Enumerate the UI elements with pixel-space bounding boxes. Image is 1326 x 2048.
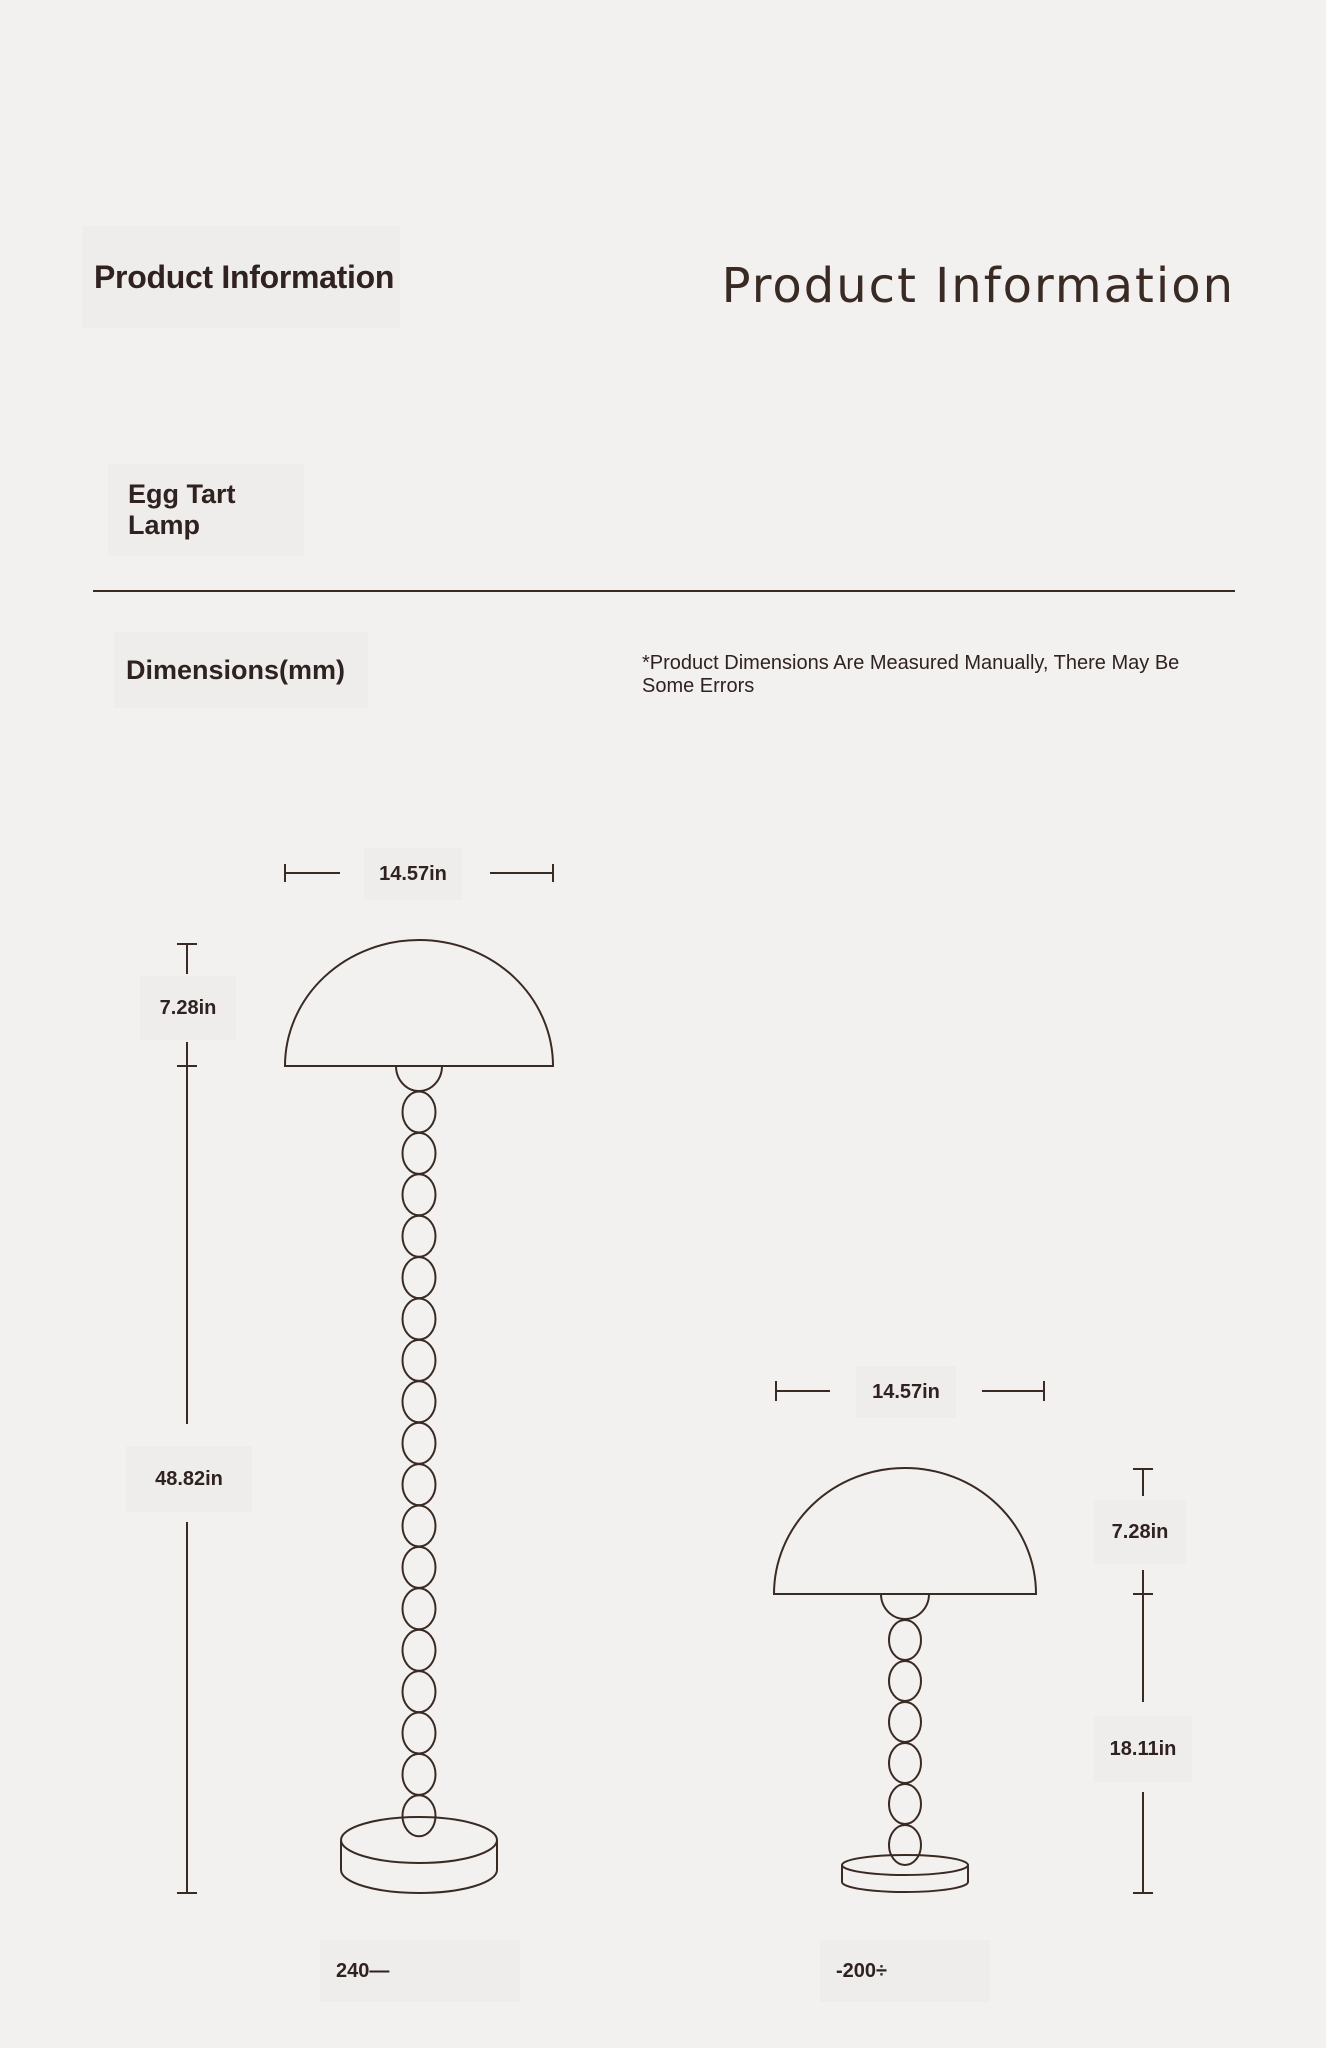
stem-bead (403, 1423, 436, 1464)
stem-bead (403, 1174, 436, 1215)
table-lamp-base-label: -200÷ (820, 1940, 990, 2002)
floor-lamp-total-height-label: 48.82in (126, 1446, 252, 1512)
stem-bead (403, 1547, 436, 1588)
stem-bead (403, 1630, 436, 1671)
table-lamp-stem-height-label: 18.11in (1094, 1716, 1192, 1782)
stem-bead (889, 1620, 921, 1660)
stem-bead (403, 1506, 436, 1547)
floor-lamp-width-label: 14.57in (364, 848, 462, 900)
stem-bead (403, 1671, 436, 1712)
table-lamp-width-label: 14.57in (856, 1366, 956, 1418)
stem-bead (889, 1743, 921, 1783)
stem-bead (403, 1713, 436, 1754)
stem-bead (889, 1702, 921, 1742)
dimensions-title: Dimensions(mm) (114, 632, 368, 708)
floor-lamp-shade-height-label: 7.28in (140, 976, 236, 1040)
stem-bead (403, 1795, 436, 1836)
product-name: Egg Tart Lamp (108, 464, 304, 556)
stem-bead (403, 1216, 436, 1257)
stem-bead (403, 1754, 436, 1795)
stem-bead (889, 1825, 921, 1865)
stem-bead (403, 1299, 436, 1340)
left-page-title: Product Information (82, 226, 400, 328)
floor-lamp-base-label: 240— (320, 1940, 520, 2002)
table-lamp-shade-height-label: 7.28in (1094, 1500, 1186, 1564)
stem-bead (403, 1257, 436, 1298)
stem-bead (403, 1588, 436, 1629)
stem-bead (403, 1381, 436, 1422)
stem-bead (889, 1784, 921, 1824)
stem-bead (403, 1340, 436, 1381)
table-lamp-drawing (774, 1381, 1153, 1893)
stem-bead (403, 1133, 436, 1174)
stem-bead (889, 1661, 921, 1701)
measurement-note: *Product Dimensions Are Measured Manually, There May Be Some Errors (642, 652, 1180, 697)
right-page-title: Product Information (721, 258, 1235, 314)
stem-bead (403, 1464, 436, 1505)
stem-bead (403, 1092, 436, 1133)
